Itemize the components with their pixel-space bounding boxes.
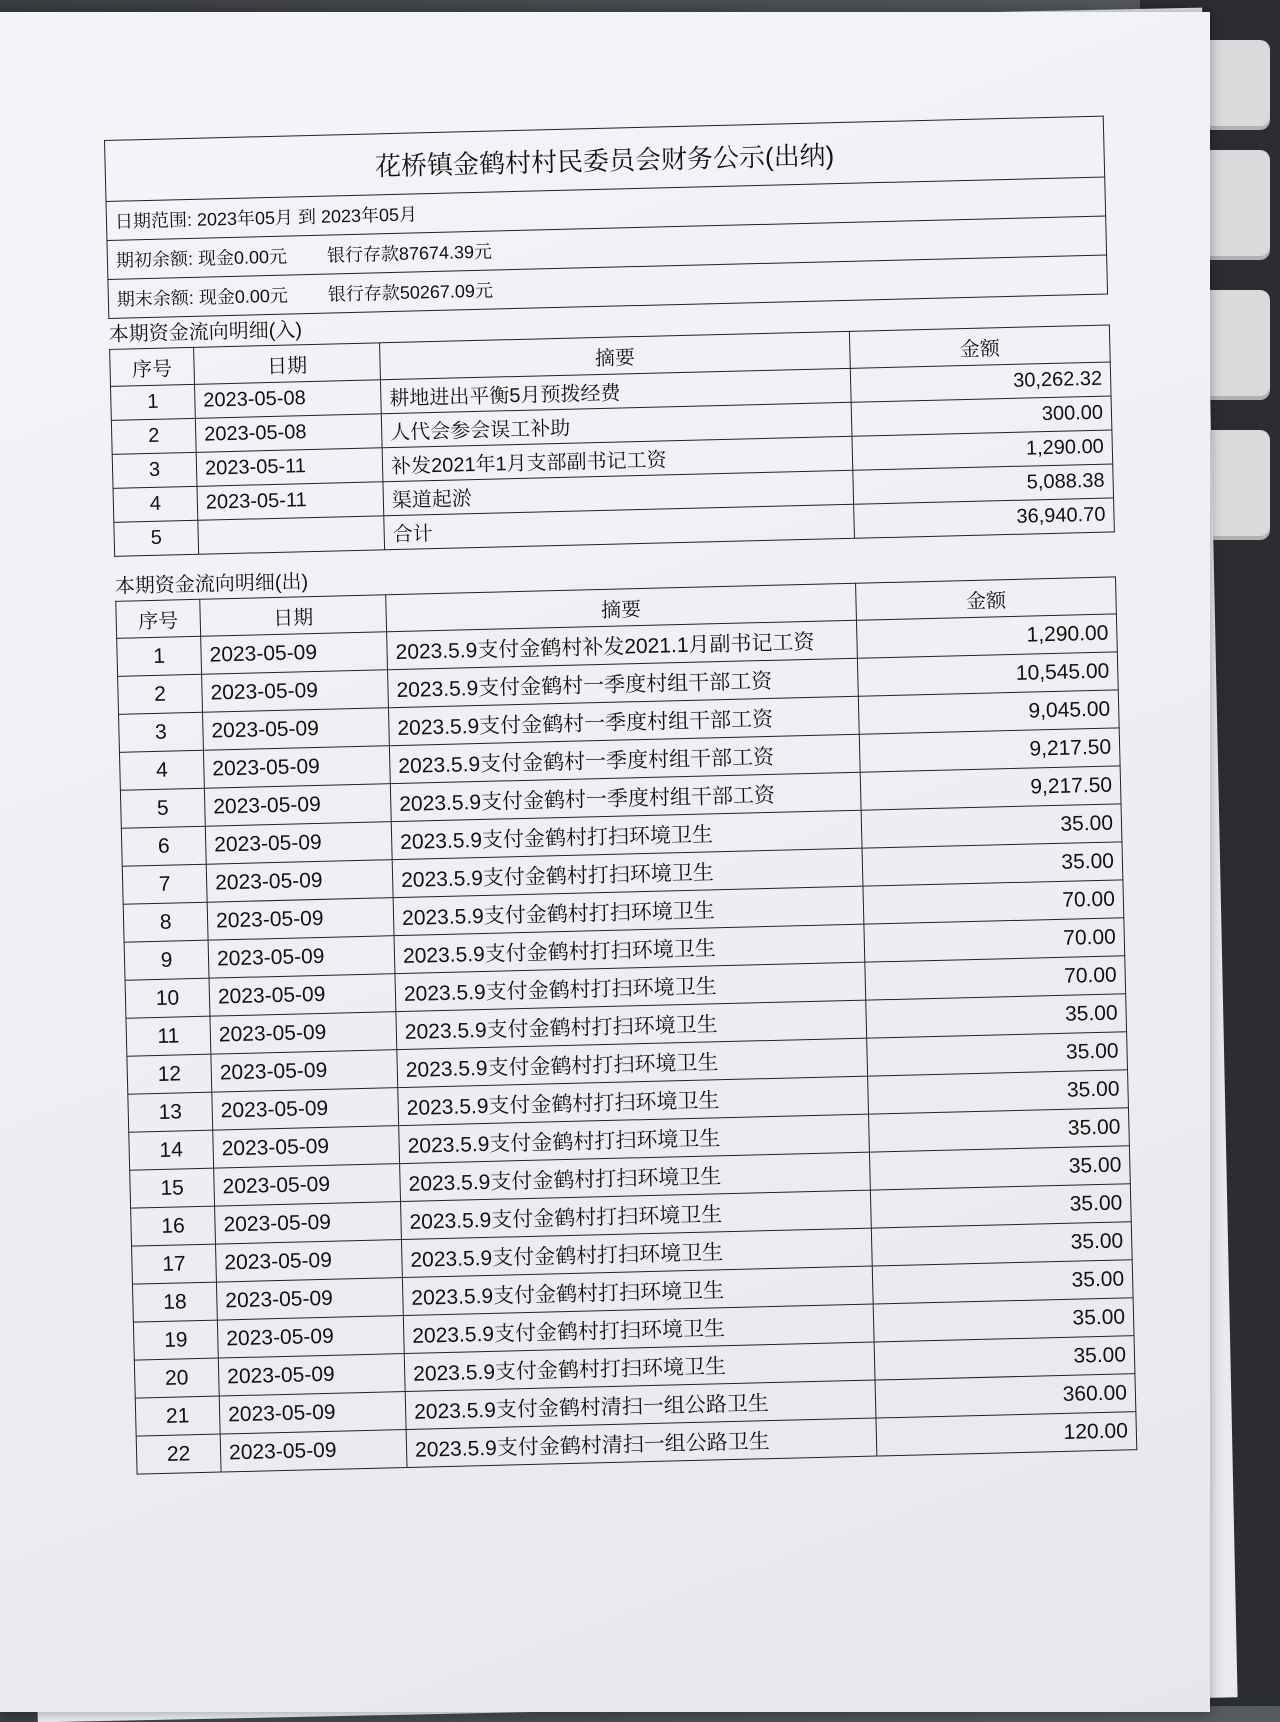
outflow-header-date: 日期 xyxy=(200,595,387,637)
row-summary: 2023.5.9支付金鹤村一季度村组干部工资 xyxy=(388,696,859,745)
row-summary: 2023.5.9支付金鹤村打扫环境卫生 xyxy=(395,962,866,1011)
row-amount: 9,217.50 xyxy=(859,728,1120,772)
row-summary: 2023.5.9支付金鹤村打扫环境卫生 xyxy=(394,924,865,973)
outflow-section-label: 本期资金流向明细(出) xyxy=(114,571,309,598)
row-number: 4 xyxy=(113,486,198,522)
row-summary: 2023.5.9支付金鹤村一季度村组干部工资 xyxy=(388,658,859,707)
row-amount: 35.00 xyxy=(871,1222,1132,1266)
row-date: 2023-05-09 xyxy=(215,1202,402,1245)
row-date: 2023-05-09 xyxy=(208,936,395,979)
row-date: 2023-05-08 xyxy=(194,380,381,419)
row-number: 16 xyxy=(131,1206,216,1246)
row-date: 2023-05-11 xyxy=(196,448,383,487)
finance-sheet xyxy=(104,116,1136,1475)
row-number: 14 xyxy=(129,1130,214,1170)
outflow-table xyxy=(115,576,1137,1474)
row-number: 15 xyxy=(130,1168,215,1208)
row-number: 9 xyxy=(124,940,209,980)
row-summary: 补发2021年1月支部副书记工资 xyxy=(382,436,853,481)
row-number: 19 xyxy=(133,1320,218,1360)
row-number: 13 xyxy=(128,1092,213,1132)
row-date: 2023-05-09 xyxy=(216,1278,403,1321)
row-date: 2023-05-09 xyxy=(219,1392,406,1435)
row-summary: 2023.5.9支付金鹤村打扫环境卫生 xyxy=(397,1038,868,1087)
row-date: 2023-05-09 xyxy=(206,860,393,903)
inflow-table xyxy=(109,324,1115,556)
document-title: 花桥镇金鹤村村民委员会财务公示(出纳) xyxy=(105,116,1105,201)
opening-bank: 银行存款87674.39元 xyxy=(326,241,493,266)
row-date: 2023-05-09 xyxy=(201,632,388,675)
row-amount: 1,290.00 xyxy=(852,430,1113,470)
inflow-section-label: 本期资金流向明细(入) xyxy=(108,319,303,346)
row-amount: 70.00 xyxy=(864,918,1125,962)
outflow-header-no: 序号 xyxy=(116,599,201,638)
row-number: 8 xyxy=(123,902,208,942)
row-number: 2 xyxy=(111,418,196,454)
row-summary: 耕地进出平衡5月预拨经费 xyxy=(380,368,851,413)
outflow-header-summary: 摘要 xyxy=(386,583,857,631)
row-date: 2023-05-09 xyxy=(214,1164,401,1207)
row-date: 2023-05-09 xyxy=(202,670,389,713)
row-date: 2023-05-09 xyxy=(203,746,390,789)
row-number: 21 xyxy=(135,1396,220,1436)
row-number: 5 xyxy=(120,788,205,828)
row-date: 2023-05-08 xyxy=(195,414,382,453)
row-summary: 2023.5.9支付金鹤村打扫环境卫生 xyxy=(393,886,864,935)
row-amount: 360.00 xyxy=(875,1374,1136,1418)
row-amount: 35.00 xyxy=(862,842,1123,886)
row-date: 2023-05-09 xyxy=(210,1012,397,1055)
row-number: 1 xyxy=(111,384,196,420)
row-summary: 2023.5.9支付金鹤村清扫一组公路卫生 xyxy=(405,1380,876,1429)
inflow-header-summary: 摘要 xyxy=(380,331,851,379)
row-date: 2023-05-09 xyxy=(217,1316,404,1359)
row-summary: 渠道起淤 xyxy=(383,470,854,515)
row-amount: 35.00 xyxy=(870,1184,1131,1228)
row-summary: 2023.5.9支付金鹤村打扫环境卫生 xyxy=(401,1228,872,1277)
row-number: 5 xyxy=(114,520,199,556)
row-summary: 人代会参会误工补助 xyxy=(381,402,852,447)
date-range: 日期范围: 2023年05月 到 2023年05月 xyxy=(106,177,1106,240)
row-number: 1 xyxy=(117,636,202,676)
row-summary: 2023.5.9支付金鹤村打扫环境卫生 xyxy=(392,848,863,897)
row-date: 2023-05-09 xyxy=(203,708,390,751)
row-date: 2023-05-11 xyxy=(197,482,384,521)
row-date: 2023-05-09 xyxy=(205,822,392,865)
row-amount: 120.00 xyxy=(876,1412,1137,1456)
row-date: 2023-05-09 xyxy=(207,898,394,941)
row-amount: 70.00 xyxy=(865,956,1126,1000)
row-date: 2023-05-09 xyxy=(204,784,391,827)
row-number: 12 xyxy=(127,1054,212,1094)
row-summary: 2023.5.9支付金鹤村打扫环境卫生 xyxy=(400,1152,871,1201)
row-amount: 35.00 xyxy=(861,804,1122,848)
row-number: 10 xyxy=(125,978,210,1018)
closing-bank: 银行存款50267.09元 xyxy=(327,280,494,305)
row-amount: 1,290.00 xyxy=(856,614,1117,658)
outflow-header-amount: 金额 xyxy=(856,577,1117,620)
opening-cash: 期初余额: 现金0.00元 xyxy=(115,246,288,271)
row-amount: 35.00 xyxy=(873,1298,1134,1342)
row-number: 4 xyxy=(119,750,204,790)
row-amount: 10,545.00 xyxy=(857,652,1118,696)
row-summary: 2023.5.9支付金鹤村打扫环境卫生 xyxy=(399,1114,870,1163)
header-table xyxy=(104,116,1108,319)
row-summary: 2023.5.9支付金鹤村一季度村组干部工资 xyxy=(389,734,860,783)
inflow-header-no: 序号 xyxy=(110,347,195,386)
row-date: 2023-05-09 xyxy=(220,1430,407,1473)
row-summary: 2023.5.9支付金鹤村打扫环境卫生 xyxy=(398,1076,869,1125)
row-amount: 300.00 xyxy=(851,396,1112,436)
row-number: 3 xyxy=(112,452,197,488)
row-summary: 2023.5.9支付金鹤村打扫环境卫生 xyxy=(396,1000,867,1049)
row-summary: 2023.5.9支付金鹤村打扫环境卫生 xyxy=(404,1342,875,1391)
row-number: 17 xyxy=(132,1244,217,1284)
row-number: 7 xyxy=(122,864,207,904)
row-summary: 2023.5.9支付金鹤村一季度村组干部工资 xyxy=(390,772,861,821)
row-number: 3 xyxy=(119,712,204,752)
row-amount: 35.00 xyxy=(869,1146,1130,1190)
row-amount: 70.00 xyxy=(863,880,1124,924)
row-summary: 2023.5.9支付金鹤村补发2021.1月副书记工资 xyxy=(387,620,858,669)
row-number: 20 xyxy=(134,1358,219,1398)
row-date xyxy=(198,516,385,555)
row-summary: 2023.5.9支付金鹤村清扫一组公路卫生 xyxy=(406,1418,877,1467)
row-summary: 2023.5.9支付金鹤村打扫环境卫生 xyxy=(403,1304,874,1353)
row-date: 2023-05-09 xyxy=(209,974,396,1017)
row-amount: 9,217.50 xyxy=(860,766,1121,810)
row-amount: 5,088.38 xyxy=(853,464,1114,504)
row-number: 22 xyxy=(136,1434,221,1474)
row-summary: 2023.5.9支付金鹤村打扫环境卫生 xyxy=(401,1190,872,1239)
row-date: 2023-05-09 xyxy=(211,1050,398,1093)
row-amount: 9,045.00 xyxy=(858,690,1119,734)
row-number: 2 xyxy=(118,674,203,714)
row-amount: 30,262.32 xyxy=(850,362,1111,402)
row-date: 2023-05-09 xyxy=(218,1354,405,1397)
row-summary: 合计 xyxy=(384,504,855,549)
row-summary: 2023.5.9支付金鹤村打扫环境卫生 xyxy=(391,810,862,859)
row-amount: 35.00 xyxy=(867,1032,1128,1076)
closing-cash: 期末余额: 现金0.00元 xyxy=(116,285,289,310)
row-amount: 35.00 xyxy=(872,1260,1133,1304)
row-amount: 35.00 xyxy=(866,994,1127,1038)
row-amount: 35.00 xyxy=(874,1336,1135,1380)
row-date: 2023-05-09 xyxy=(216,1240,403,1283)
row-summary: 2023.5.9支付金鹤村打扫环境卫生 xyxy=(402,1266,873,1315)
row-number: 6 xyxy=(121,826,206,866)
inflow-header-date: 日期 xyxy=(194,343,381,385)
row-amount: 35.00 xyxy=(868,1070,1129,1114)
document-page xyxy=(0,12,1210,1712)
row-date: 2023-05-09 xyxy=(213,1126,400,1169)
row-number: 18 xyxy=(132,1282,217,1322)
row-date: 2023-05-09 xyxy=(212,1088,399,1131)
row-amount: 36,940.70 xyxy=(854,498,1115,538)
row-amount: 35.00 xyxy=(869,1108,1130,1152)
row-number: 11 xyxy=(126,1016,211,1056)
inflow-header-amount: 金额 xyxy=(849,325,1110,368)
